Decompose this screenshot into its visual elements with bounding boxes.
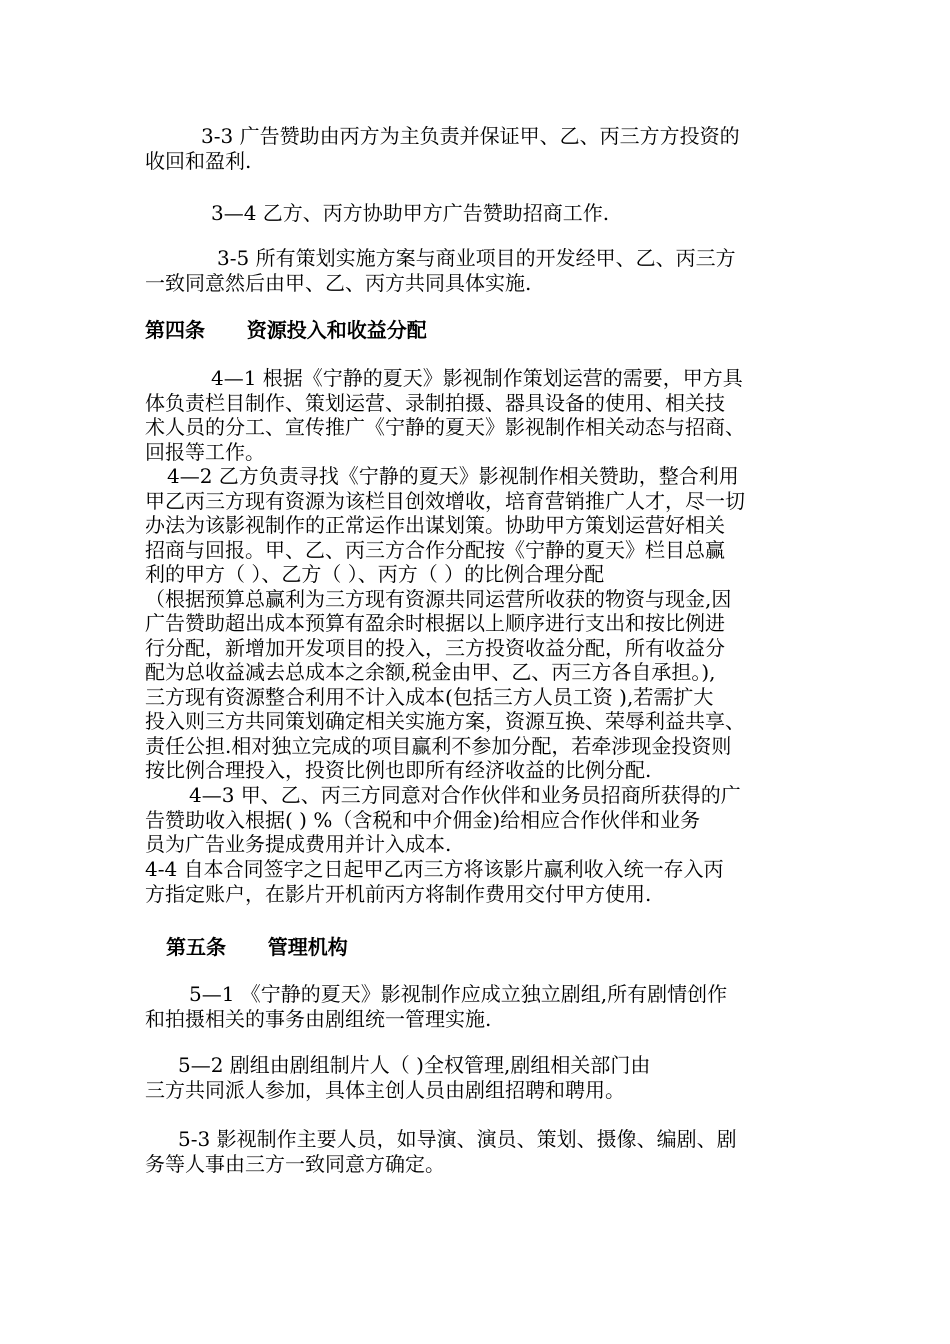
paragraph-4-3 <box>145 783 741 857</box>
text-line: 收回和盈利. <box>145 148 252 173</box>
paragraph-3-3 <box>145 124 740 173</box>
text-line: 三方现有资源整合利用不计入成本(包括三方人员工资 ),若需扩大 <box>145 684 714 709</box>
text-line: 5—1 《宁静的夏天》影视制作应成立独立剧组,所有剧情创作 <box>189 982 728 1006</box>
text-line: 招商与回报。甲、乙、丙三方合作分配按《宁静的夏天》栏目总赢 <box>145 537 725 562</box>
text-line: 3-3 广告赞助由丙方为主负责并保证甲、乙、丙三方方投资的 <box>201 124 740 148</box>
text-line: 行分配，新增加开发项目的投入，三方投资收益分配，所有收益分 <box>145 635 725 660</box>
paragraph-5-2 <box>145 1053 650 1102</box>
text-line: 责任公担.相对独立完成的项目赢利不参加分配，若牵涉现金投资则 <box>145 733 732 758</box>
text-line: 甲乙丙三方现有资源为该栏目创效增收，培育营销推广人才，尽一切 <box>145 488 745 513</box>
text-line: 4—1 根据《宁静的夏天》影视制作策划运营的需要，甲方具 <box>211 366 743 390</box>
text-line: 方指定账户，在影片开机前丙方将制作费用交付甲方使用. <box>145 881 652 906</box>
paragraph-4-2 <box>145 464 745 783</box>
article-4-heading: 第四条 资源投入和收益分配 <box>145 318 427 342</box>
text-line: 和拍摄相关的事务由剧组统一管理实施. <box>145 1006 492 1031</box>
paragraph-5-1 <box>145 982 727 1031</box>
text-line: 按比例合理投入，投资比例也即所有经济收益的比例分配. <box>145 758 652 782</box>
paragraph-4-1 <box>145 366 745 464</box>
text-line: 办法为该影视制作的正常运作出谋划策。协助甲方策划运营好相关 <box>145 513 725 537</box>
text-line: 务等人事由三方一致同意方确定。 <box>145 1151 445 1176</box>
text-line: 5-3 影视制作主要人员，如导演、演员、策划、摄像、编剧、剧 <box>178 1127 737 1151</box>
text-line: 5—2 剧组由剧组制片人（ )全权管理,剧组相关部门由 <box>178 1053 651 1077</box>
article-5-heading: 第五条 管理机构 <box>166 935 348 959</box>
text-line: 利的甲方（ ）、乙方（ ）、丙方（ ）的比例合理分配 <box>145 562 605 586</box>
text-line: 投入则三方共同策划确定相关实施方案，资源互换、荣辱利益共享、 <box>145 709 745 733</box>
text-line: 广告赞助超出成本预算有盈余时根据以上顺序进行支出和按比例进 <box>145 611 725 635</box>
paragraph-3-5 <box>145 246 736 295</box>
text-line: 告赞助收入根据( ) %（含税和中介佣金)给相应合作伙伴和业务 <box>145 807 701 832</box>
text-line: 回报等工作。 <box>145 439 265 464</box>
text-line: 4—3 甲、乙、丙三方同意对合作伙伴和业务员招商所获得的广 <box>189 783 741 807</box>
text-line: 3-5 所有策划实施方案与商业项目的开发经甲、乙、丙三方 <box>217 246 736 270</box>
text-line: 三方共同派人参加，具体主创人员由剧组招聘和聘用。 <box>145 1077 625 1102</box>
paragraph-5-3 <box>145 1127 737 1176</box>
text-line: 术人员的分工、宣传推广《宁静的夏天》影视制作相关动态与招商、 <box>145 415 745 439</box>
text-line: 一致同意然后由甲、乙、丙方共同具体实施. <box>145 270 532 295</box>
text-line: 4-4 自本合同签字之日起甲乙丙三方将该影片赢利收入统一存入丙 <box>145 857 724 881</box>
paragraph-3-4 <box>211 201 609 226</box>
text-line: 配为总收益减去总成本之余额,税金由甲、乙、丙三方各自承担。), <box>145 660 716 684</box>
text-line: 员为广告业务提成费用并计入成本. <box>145 832 452 856</box>
text-line: （根据预算总赢利为三方现有资源共同运营所收获的物资与现金,因 <box>145 586 732 611</box>
text-line: 体负责栏目制作、策划运营、录制拍摄、器具设备的使用、相关技 <box>145 390 725 415</box>
text-line: 3—4 乙方、丙方协助甲方广告赞助招商工作. <box>211 201 610 225</box>
paragraph-4-4 <box>145 857 724 906</box>
text-line: 4—2 乙方负责寻找《宁静的夏天》影视制作相关赞助，整合利用 <box>167 464 739 488</box>
